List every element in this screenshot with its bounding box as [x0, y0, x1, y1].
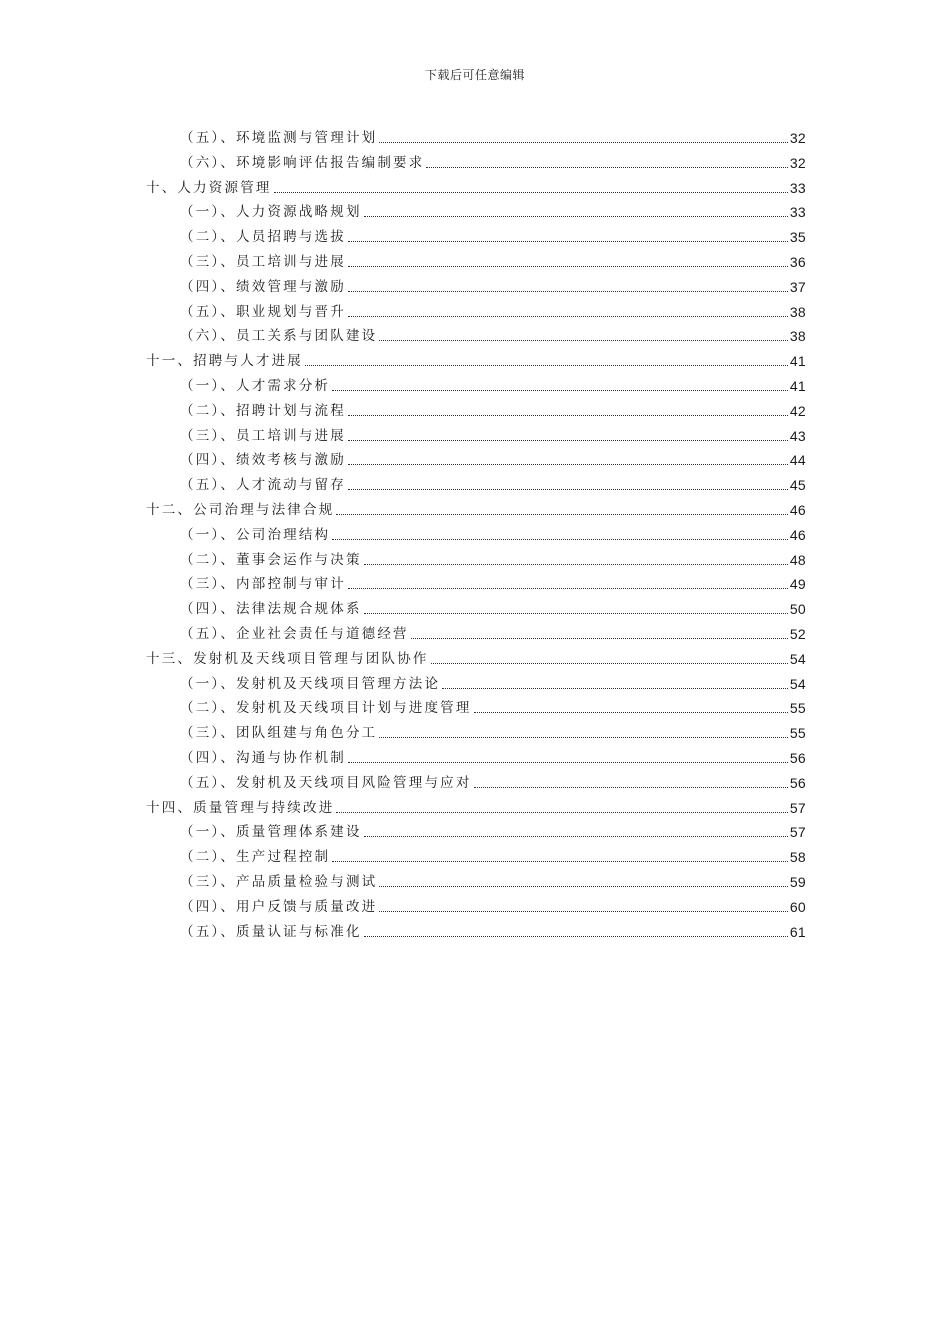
toc-entry-page-number: 58 [789, 849, 806, 866]
toc-entry-title: （一）、发射机及天线项目管理方法论 [180, 675, 441, 692]
toc-dot-leader [379, 737, 787, 738]
toc-dot-leader [336, 812, 787, 813]
toc-entry-title: （五）、职业规划与晋升 [180, 303, 346, 320]
toc-section-entry[interactable] [180, 745, 806, 767]
toc-entry-page-number: 59 [789, 874, 806, 890]
toc-entry-title: （五）、质量认证与标准化 [180, 923, 362, 940]
toc-entry-title: （四）、用户反馈与质量改进 [180, 898, 378, 915]
toc-entry-title: （一）、质量管理体系建设 [180, 824, 362, 841]
toc-entry-page-number: 57 [789, 799, 806, 816]
toc-section-entry[interactable] [180, 547, 806, 569]
toc-chapter-entry[interactable] [146, 497, 806, 519]
toc-entry-title: （四）、绩效管理与激励 [180, 278, 346, 295]
toc-entry-page-number: 43 [789, 427, 806, 444]
toc-section-entry[interactable] [180, 695, 806, 717]
toc-entry-page-number: 61 [789, 923, 806, 940]
toc-section-entry[interactable] [180, 373, 806, 395]
toc-entry-title: （三）、内部控制与审计 [180, 576, 346, 593]
toc-dot-leader [364, 836, 788, 837]
toc-dot-leader [348, 316, 788, 317]
toc-section-entry[interactable] [180, 621, 806, 643]
toc-section-entry[interactable] [180, 869, 806, 891]
toc-dot-leader [474, 712, 788, 713]
toc-dot-leader [348, 241, 788, 242]
toc-section-entry[interactable] [180, 522, 806, 544]
toc-dot-leader [431, 663, 788, 664]
toc-entry-title: （四）、绩效考核与激励 [180, 452, 346, 469]
toc-section-entry[interactable] [180, 844, 806, 866]
toc-entry-page-number: 54 [789, 650, 806, 667]
toc-dot-leader [348, 291, 788, 292]
toc-dot-leader [379, 142, 787, 143]
toc-dot-leader [348, 588, 788, 589]
toc-entry-page-number: 49 [789, 576, 806, 593]
toc-entry-title: （二）、生产过程控制 [180, 849, 331, 866]
toc-entry-page-number: 32 [789, 130, 806, 146]
toc-dot-leader [348, 415, 788, 416]
toc-entry-title: 十、人力资源管理 [146, 179, 272, 196]
toc-entry-page-number: 35 [789, 229, 806, 246]
toc-section-entry[interactable] [180, 398, 806, 420]
toc-entry-title: 十二、公司治理与法律合规 [146, 502, 335, 518]
toc-entry-page-number: 42 [789, 402, 806, 419]
toc-entry-title: 十四、质量管理与持续改进 [146, 799, 335, 816]
toc-section-entry[interactable] [180, 720, 806, 742]
toc-section-entry[interactable] [180, 224, 806, 246]
toc-section-entry[interactable] [180, 894, 806, 916]
toc-entry-page-number: 45 [789, 477, 806, 494]
toc-entry-title: （五）、人才流动与留存 [180, 477, 346, 494]
toc-entry-page-number: 48 [789, 551, 806, 568]
toc-entry-page-number: 41 [789, 353, 806, 370]
toc-entry-page-number: 57 [789, 824, 806, 841]
toc-section-entry[interactable] [180, 571, 806, 593]
toc-entry-title: （五）、企业社会责任与道德经营 [180, 626, 409, 642]
toc-entry-title: （二）、发射机及天线项目计划与进度管理 [180, 700, 472, 717]
toc-entry-title: （一）、公司治理结构 [180, 526, 331, 543]
toc-entry-page-number: 52 [789, 626, 806, 642]
toc-entry-page-number: 33 [789, 179, 806, 196]
toc-section-entry[interactable] [180, 423, 806, 445]
toc-entry-title: （五）、发射机及天线项目风险管理与应对 [180, 774, 472, 791]
toc-dot-leader [348, 440, 788, 441]
toc-dot-leader [364, 936, 788, 937]
toc-entry-page-number: 55 [789, 700, 806, 717]
toc-dot-leader [305, 365, 788, 366]
toc-dot-leader [364, 613, 788, 614]
toc-entry-title: （三）、产品质量检验与测试 [180, 874, 378, 890]
toc-section-entry[interactable] [180, 447, 806, 469]
toc-dot-leader [336, 514, 787, 515]
toc-entry-title: （五）、环境监测与管理计划 [180, 130, 378, 146]
toc-entry-title: （六）、环境影响评估报告编制要求 [180, 154, 425, 171]
toc-entry-page-number: 56 [789, 750, 806, 766]
toc-dot-leader [332, 390, 788, 391]
toc-dot-leader [348, 762, 788, 763]
toc-entry-title: （三）、员工培训与进展 [180, 254, 346, 270]
toc-section-entry[interactable] [180, 770, 806, 792]
toc-dot-leader [474, 787, 788, 788]
toc-entry-title: 十一、招聘与人才进展 [146, 353, 303, 370]
toc-entry-page-number: 36 [789, 254, 806, 270]
toc-section-entry[interactable] [180, 919, 806, 941]
toc-entry-page-number: 37 [789, 278, 806, 295]
toc-entry-page-number: 32 [789, 154, 806, 171]
toc-entry-title: （一）、人才需求分析 [180, 378, 331, 394]
toc-dot-leader [332, 861, 788, 862]
toc-dot-leader [442, 688, 788, 689]
toc-section-entry[interactable] [180, 249, 806, 271]
toc-entry-title: （一）、人力资源战略规划 [180, 204, 362, 221]
toc-entry-title: （二）、董事会运作与决策 [180, 551, 362, 568]
toc-entry-page-number: 56 [789, 774, 806, 791]
toc-entry-title: （四）、法律法规合规体系 [180, 601, 362, 618]
toc-dot-leader [426, 167, 787, 168]
toc-section-entry[interactable] [180, 150, 806, 172]
toc-dot-leader [411, 638, 788, 639]
toc-entry-page-number: 41 [789, 378, 806, 394]
toc-dot-leader [348, 266, 788, 267]
page-header: 下载后可任意编辑 [424, 68, 525, 82]
toc-section-entry[interactable] [180, 323, 806, 345]
toc-entry-title: （四）、沟通与协作机制 [180, 750, 346, 766]
toc-section-entry[interactable] [180, 671, 806, 693]
toc-entry-page-number: 60 [789, 898, 806, 915]
toc-section-entry[interactable] [180, 819, 806, 841]
toc-section-entry[interactable] [180, 299, 806, 321]
toc-dot-leader [364, 564, 788, 565]
toc-dot-leader [379, 340, 787, 341]
toc-chapter-entry[interactable] [146, 348, 806, 370]
toc-entry-title: 十三、发射机及天线项目管理与团队协作 [146, 650, 429, 667]
toc-entry-page-number: 54 [789, 675, 806, 692]
toc-section-entry[interactable] [180, 274, 806, 296]
toc-dot-leader [348, 464, 788, 465]
toc-entry-page-number: 38 [789, 303, 806, 320]
toc-entry-title: （六）、员工关系与团队建设 [180, 328, 378, 345]
toc-dot-leader [379, 911, 787, 912]
toc-entry-page-number: 38 [789, 328, 806, 345]
toc-entry-title: （二）、人员招聘与选拔 [180, 229, 346, 246]
toc-section-entry[interactable] [180, 125, 806, 147]
toc-chapter-entry[interactable] [146, 795, 806, 817]
toc-entry-page-number: 55 [789, 725, 806, 742]
toc-dot-leader [332, 539, 788, 540]
toc-entry-page-number: 46 [789, 526, 806, 543]
toc-chapter-entry[interactable] [146, 646, 806, 668]
toc-entry-title: （三）、团队组建与角色分工 [180, 725, 378, 742]
toc-chapter-entry[interactable] [146, 175, 806, 197]
toc-entry-title: （二）、招聘计划与流程 [180, 402, 346, 419]
toc-section-entry[interactable] [180, 596, 806, 618]
toc-section-entry[interactable] [180, 199, 806, 221]
toc-entry-page-number: 44 [789, 452, 806, 469]
toc-entry-page-number: 33 [789, 204, 806, 221]
toc-section-entry[interactable] [180, 472, 806, 494]
toc-entry-page-number: 46 [789, 502, 806, 518]
toc-dot-leader [364, 216, 788, 217]
toc-entry-title: （三）、员工培训与进展 [180, 427, 346, 444]
toc-dot-leader [348, 489, 788, 490]
toc-dot-leader [274, 192, 788, 193]
toc-entry-page-number: 50 [789, 601, 806, 618]
toc-dot-leader [379, 886, 787, 887]
